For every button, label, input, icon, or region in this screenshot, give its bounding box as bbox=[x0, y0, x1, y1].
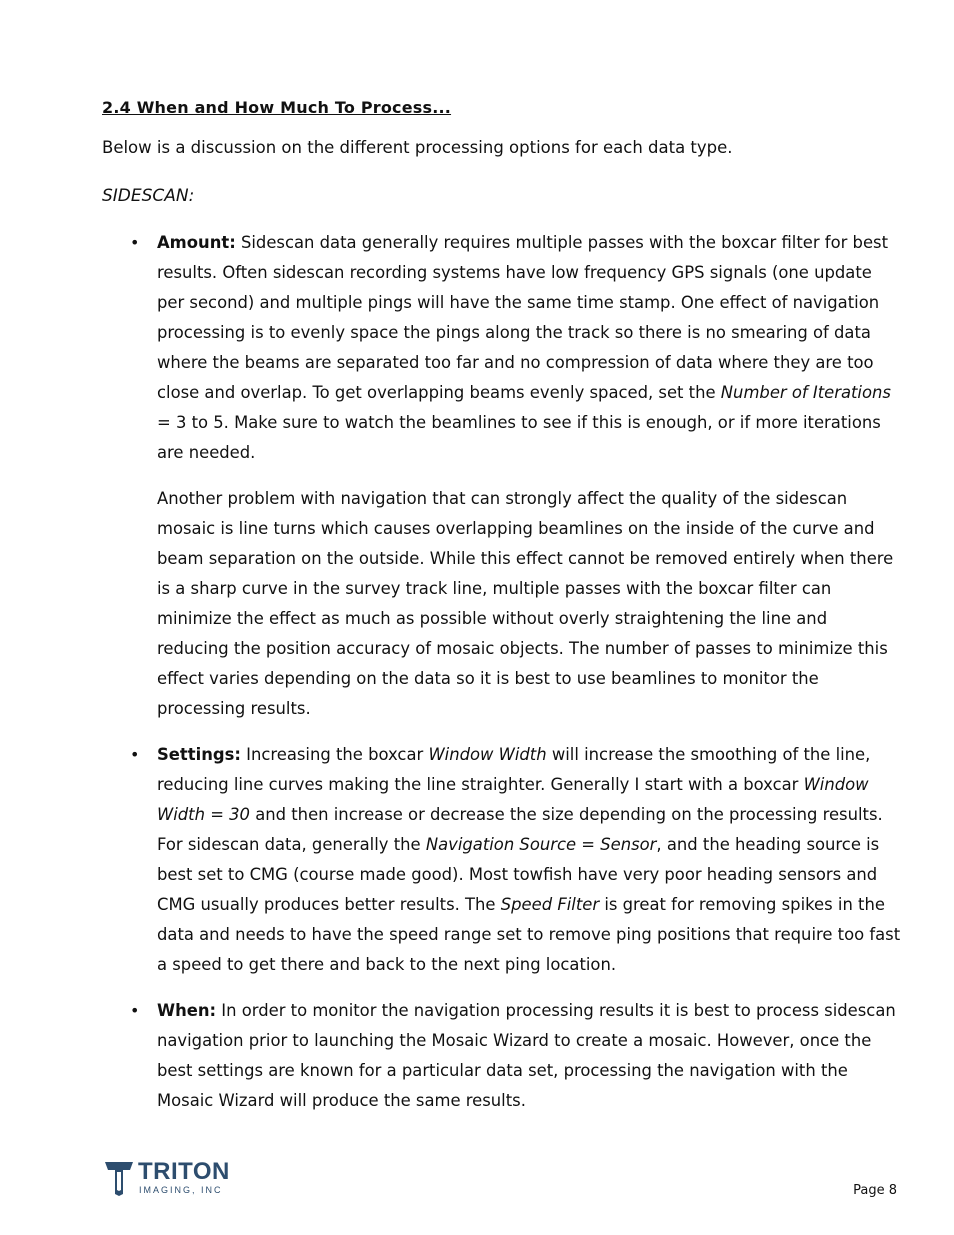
bullet-icon: • bbox=[130, 745, 140, 764]
settings-paragraph: Settings: Increasing the boxcar Window Width will increase the smoothing of the line, reducing line curves making the line straighter. Generally I start with a boxcar Window Width = 30 and then increase or decrease the size depending on the processing results. For sidescan data, generally the Navigation Source = Sensor, and the heading source is best set to CMG (course made good). Most towfish have very poor heading sensors and CMG usually produces better results. The Speed Filter is great for removing spikes in the data and needs to have the speed range set to remove ping positions that require too fast a speed to get there and back to the next ping location. bbox=[157, 745, 901, 974]
amount-label: Amount: bbox=[157, 233, 236, 252]
settings-label: Settings: bbox=[157, 745, 241, 764]
intro-text: Below is a discussion on the different processing options for each data type. bbox=[102, 138, 733, 157]
when-paragraph: When: In order to monitor the navigation processing results it is best to process sidescan navigation prior to launching the Mosaic Wizard to create a mosaic. However, once the best settings are known for a particular data set, processing the navigation with the Mosaic Wizard will produce the same results. bbox=[157, 1001, 896, 1110]
subsection-title: SIDESCAN: bbox=[102, 186, 195, 206]
list-item-settings bbox=[130, 740, 902, 980]
when-label: When: bbox=[157, 1001, 217, 1020]
triton-logo bbox=[104, 1160, 229, 1200]
trident-icon bbox=[104, 1160, 134, 1196]
bullet-icon: • bbox=[130, 1001, 140, 1020]
bullet-list bbox=[130, 228, 902, 1116]
section-heading: 2.4 When and How Much To Process... bbox=[102, 98, 452, 117]
bullet-icon: • bbox=[130, 233, 140, 252]
list-item-when bbox=[130, 996, 902, 1116]
amount-paragraph-2: Another problem with navigation that can strongly affect the quality of the sidescan mosaic is line turns which causes overlapping beamlines on the inside of the curve and beam separation on the outside. While this effect cannot be removed entirely when there is a sharp curve in the survey track line, multiple passes with the boxcar filter can minimize the effect as much as possible without overly straightening the line and reducing the position accuracy of mosaic objects. The number of passes to minimize this effect varies depending on the data so it is best to use beamlines to monitor the processing results. bbox=[157, 489, 894, 718]
list-item-amount bbox=[130, 228, 902, 724]
logo-subtitle: IMAGING, INC bbox=[139, 1185, 223, 1195]
page-number: Page 8 bbox=[853, 1183, 897, 1198]
amount-paragraph-1: Amount: Sidescan data generally requires multiple passes with the boxcar filter for best results. Often sidescan recording systems have low frequency GPS signals (one update per second) and multiple pings will have the same time stamp. One effect of navigation processing is to evenly space the pings along the track so there is no smearing of data where the beams are separated too far and no compression of data where they are too close and overlap. To get overlapping beams evenly spaced, set the Number of Iterations = 3 to 5. Make sure to watch the beamlines to see if this is enough, or if more iterations are needed. bbox=[157, 233, 891, 462]
logo-name: TRITON bbox=[138, 1158, 230, 1185]
